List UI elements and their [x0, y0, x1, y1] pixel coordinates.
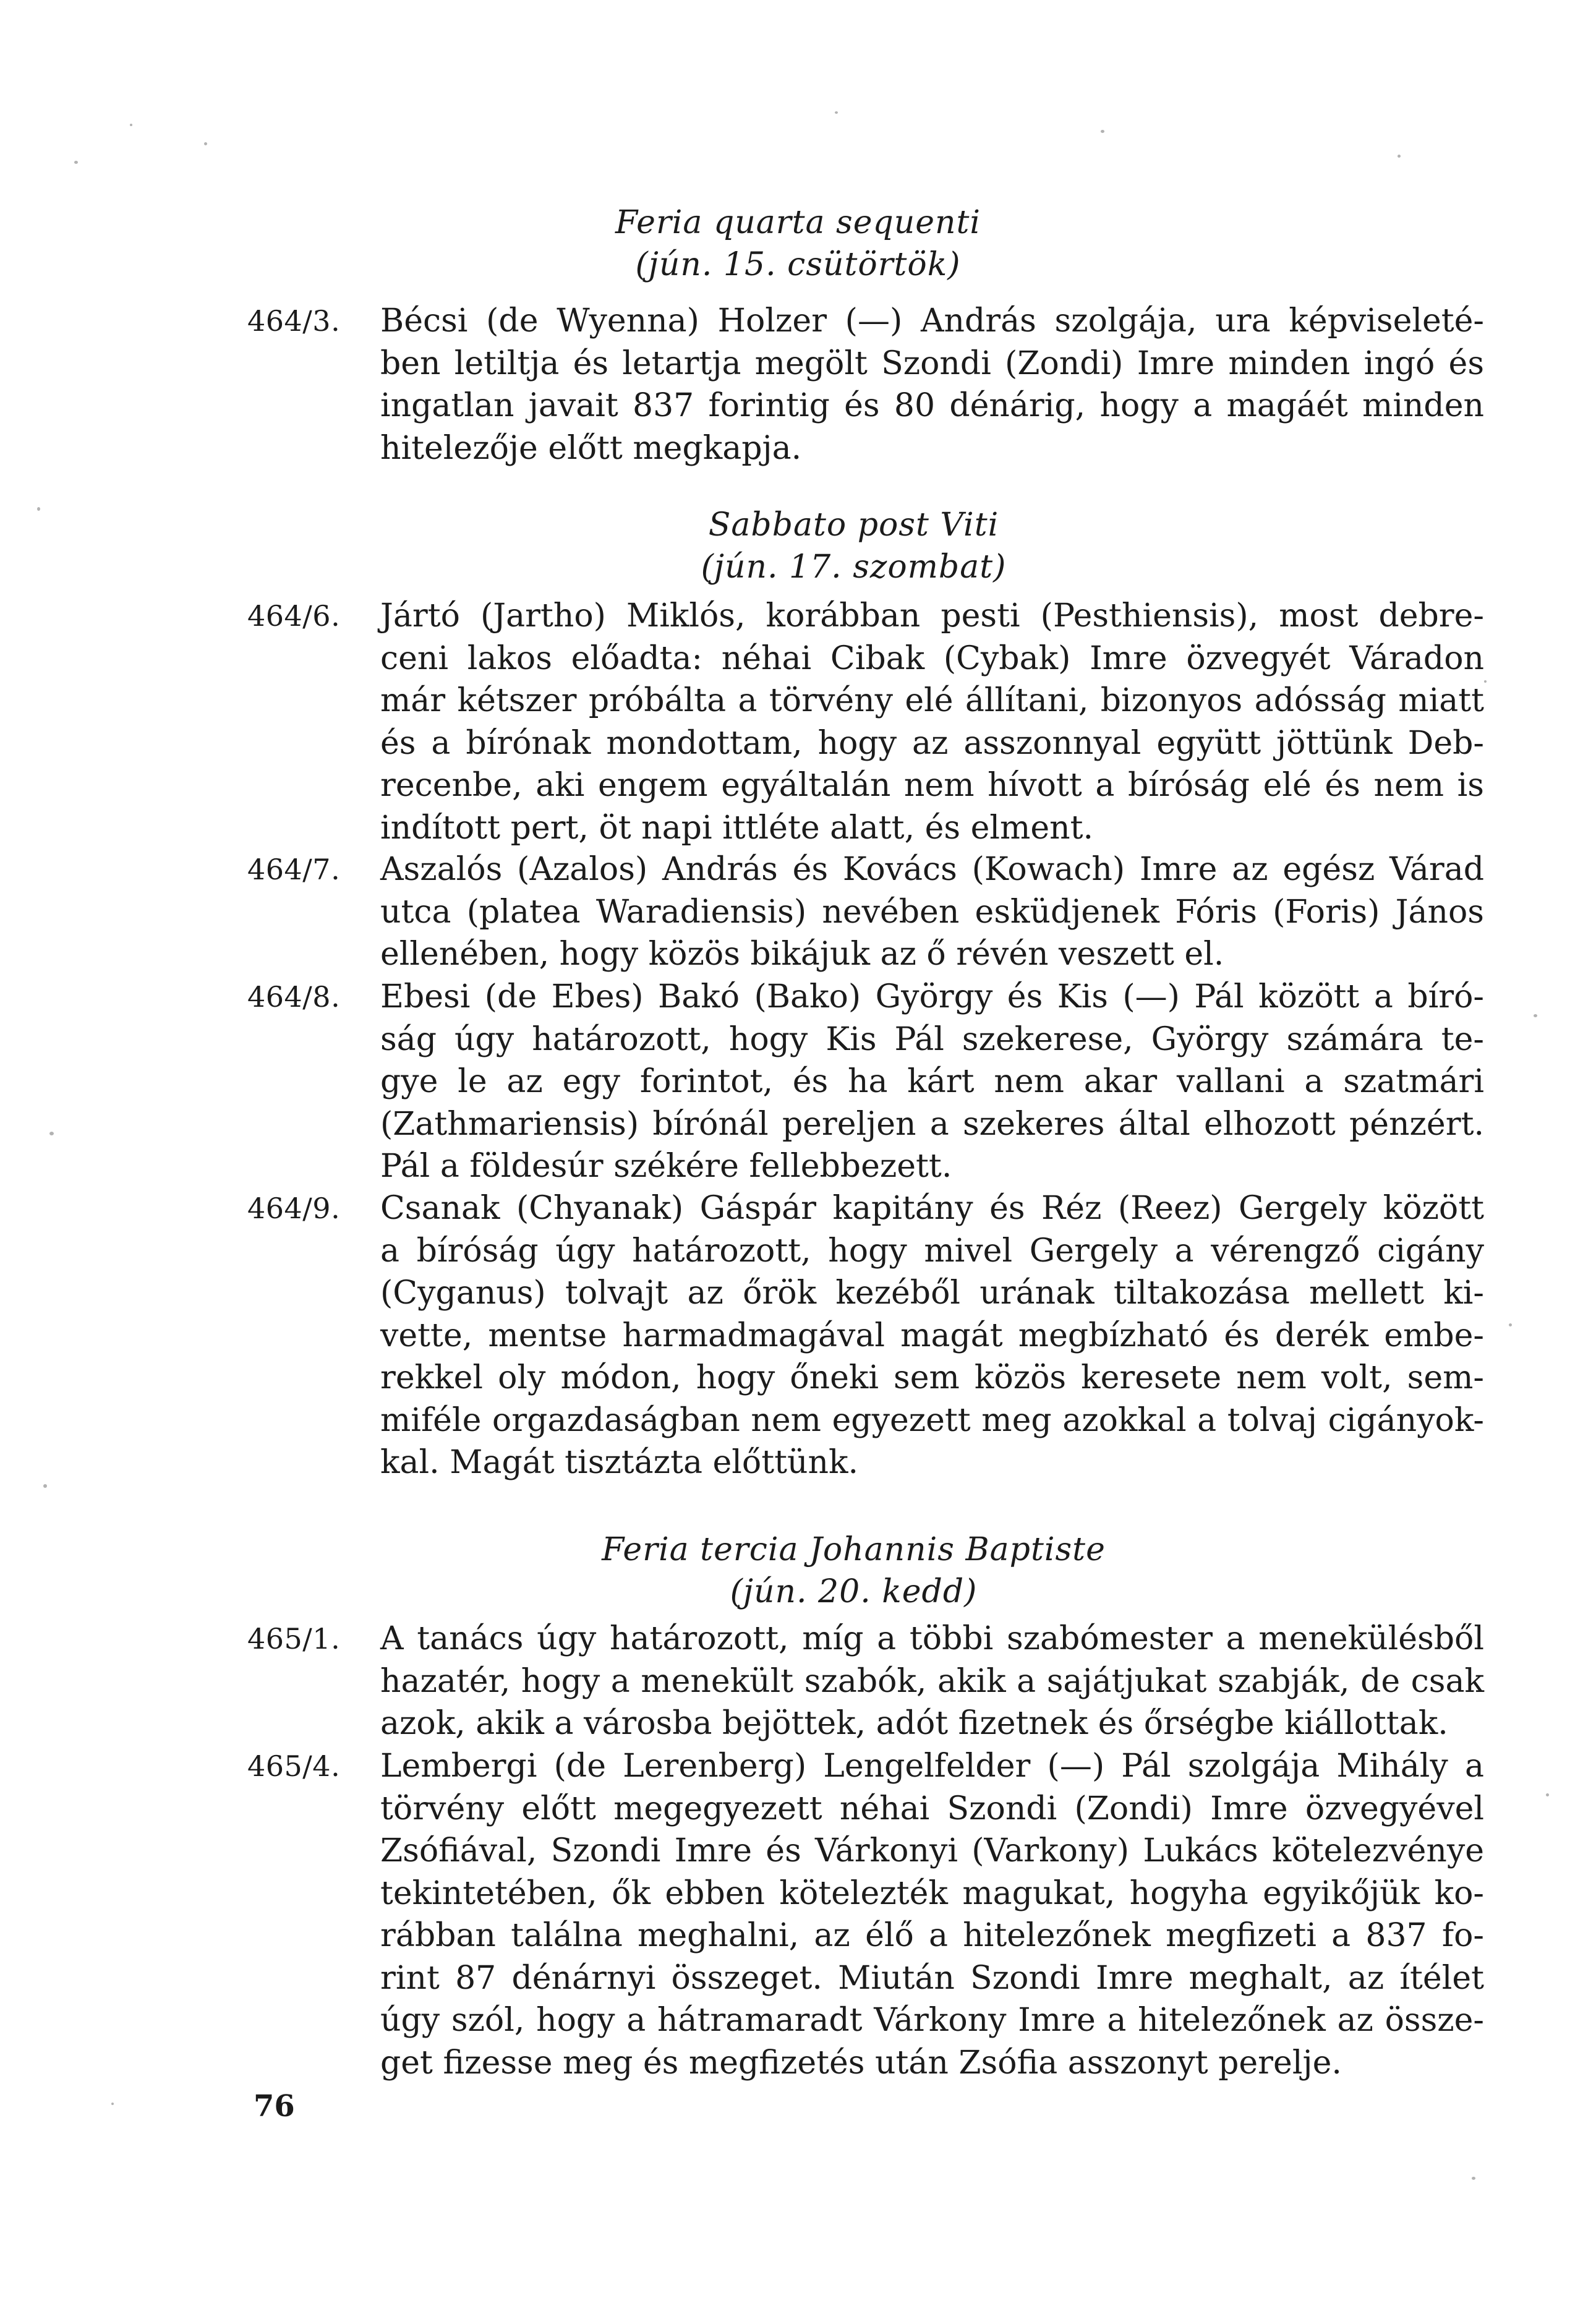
entry-465-4 [247, 1745, 1484, 2084]
text-line: ság úgy határozott, hogy Kis Pál szekerese, György számára te- [380, 1020, 1484, 1058]
text-line: hazatér, hogy a menekült szabók, akik a sajátjukat szabják, de csak [380, 1662, 1484, 1700]
text-line: rint 87 dénárnyi összeget. Miután Szondi Imre meghalt, az ítélet [380, 1959, 1484, 1997]
entry-464-7 [247, 848, 1484, 976]
heading-date: (jún. 17. szombat) [701, 549, 1007, 586]
entry-number: 465/1. [247, 1622, 341, 1655]
entry-464-3 [247, 300, 1484, 469]
text-line: és a bírónak mondottam, hogy az asszonnyal együtt jöttünk Deb- [380, 724, 1484, 762]
text-line: (Cyganus) tolvajt az őrök kezéből urának tiltakozása mellett ki- [380, 1275, 1484, 1312]
text-line: get fizesse meg és megfizetés után Zsófia asszonyt perelje. [380, 2044, 1342, 2082]
text-line: Csanak (Chyanak) Gáspár kapitány és Réz (Reez) Gergely között [380, 1190, 1484, 1227]
text-line: a bíróság úgy határozott, hogy mivel Gergely a vérengző cigány [380, 1232, 1484, 1270]
entry-number: 464/9. [247, 1192, 341, 1225]
entry-464-9 [247, 1187, 1484, 1484]
text-line: utca (platea Waradiensis) nevében esküdjenek Fóris (Foris) János [380, 893, 1484, 931]
text-line: már kétszer próbálta a törvény elé állítani, bizonyos adósság miatt [380, 682, 1484, 719]
text-line: rekkel oly módon, hogy őneki sem közös keresete nem volt, sem- [380, 1359, 1484, 1396]
text-line: indított pert, öt napi ittléte alatt, és elment. [380, 809, 1094, 847]
text-line: (Zathmariensis) bírónál pereljen a szekeres által elhozott pénzért. [380, 1105, 1484, 1143]
heading-latin: Feria quarta sequenti [615, 204, 981, 241]
text-line: vette, mentse harmadmagával magát megbízható és derék embe- [380, 1317, 1484, 1354]
section-heading-2 [56, 504, 1596, 588]
text-line: Bécsi (de Wyenna) Holzer (—) András szolgája, ura képviseleté- [380, 302, 1484, 339]
text-line: Aszalós (Azalos) András és Kovács (Kowach) Imre az egész Várad [380, 851, 1484, 888]
entry-number: 464/7. [247, 853, 341, 886]
text-line: azok, akik a városba bejöttek, adót fizetnek és őrségbe kiállottak. [380, 1705, 1448, 1742]
entry-number: 464/6. [247, 599, 341, 633]
entry-text [380, 1618, 1484, 1745]
text-line: ellenében, hogy közös bikájuk az ő révén veszett el. [380, 936, 1224, 973]
text-line: úgy szól, hogy a hátramaradt Várkony Imre a hitelezőnek az össze- [380, 2002, 1484, 2039]
heading-latin: Sabbato post Viti [708, 506, 999, 544]
entry-465-1 [247, 1618, 1484, 1745]
entry-464-6 [247, 595, 1484, 849]
text-line: ceni lakos előadta: néhai Cibak (Cybak) Imre özvegyét Váradon [380, 639, 1484, 677]
entry-text [380, 1187, 1484, 1484]
entry-text [380, 848, 1484, 976]
entry-number: 465/4. [247, 1749, 341, 1783]
page-number: 76 [254, 2089, 295, 2124]
text-line: törvény előtt megegyezett néhai Szondi (Zondi) Imre özvegyével [380, 1790, 1484, 1827]
entry-text [380, 595, 1484, 849]
text-line: Jártó (Jartho) Miklós, korábban pesti (Pesthiensis), most debre- [380, 597, 1484, 634]
text-line: gye le az egy forintot, és ha kárt nem akar vallani a szatmári [380, 1063, 1484, 1100]
heading-date: (jún. 15. csütörtök) [635, 246, 961, 283]
entry-number: 464/8. [247, 980, 341, 1014]
entry-464-8 [247, 976, 1484, 1188]
text-line: ingatlan javait 837 forintig és 80 dénárig, hogy a magáét minden [380, 387, 1484, 424]
text-line: rábban találna meghalni, az élő a hitelezőnek megfizeti a 837 fo- [380, 1917, 1484, 1954]
text-line: miféle orgazdaságban nem egyezett meg azokkal a tolvaj cigányok- [380, 1401, 1484, 1439]
text-line: A tanács úgy határozott, míg a többi szabómester a menekülésből [380, 1620, 1484, 1657]
text-line: Zsófiával, Szondi Imre és Várkonyi (Varkony) Lukács kötelezvénye [380, 1832, 1484, 1869]
text-line: tekintetében, ők ebben kötelezték magukat, hogyha egyikőjük ko- [380, 1874, 1484, 1912]
section-heading-3 [56, 1529, 1596, 1613]
entry-text [380, 976, 1484, 1188]
heading-date: (jún. 20. kedd) [730, 1573, 978, 1610]
text-line: hitelezője előtt megkapja. [380, 429, 802, 467]
entry-text [380, 1745, 1484, 2084]
text-line: Ebesi (de Ebes) Bakó (Bako) György és Kis (—) Pál között a bíró- [380, 978, 1484, 1015]
entry-text [380, 300, 1484, 469]
section-heading-1 [0, 202, 1596, 286]
text-line: recenbe, aki engem egyáltalán nem hívott a bíróság elé és nem is [380, 767, 1484, 804]
heading-latin: Feria tercia Johannis Baptiste [602, 1531, 1106, 1568]
text-line: Lembergi (de Lerenberg) Lengelfelder (—) Pál szolgája Mihály a [380, 1748, 1484, 1785]
text-line: ben letiltja és letartja megölt Szondi (Zondi) Imre minden ingó és [380, 344, 1484, 382]
text-line: Pál a földesúr székére fellebbezett. [380, 1148, 952, 1185]
entry-number: 464/3. [247, 304, 341, 338]
text-line: kal. Magát tisztázta előttünk. [380, 1444, 859, 1481]
